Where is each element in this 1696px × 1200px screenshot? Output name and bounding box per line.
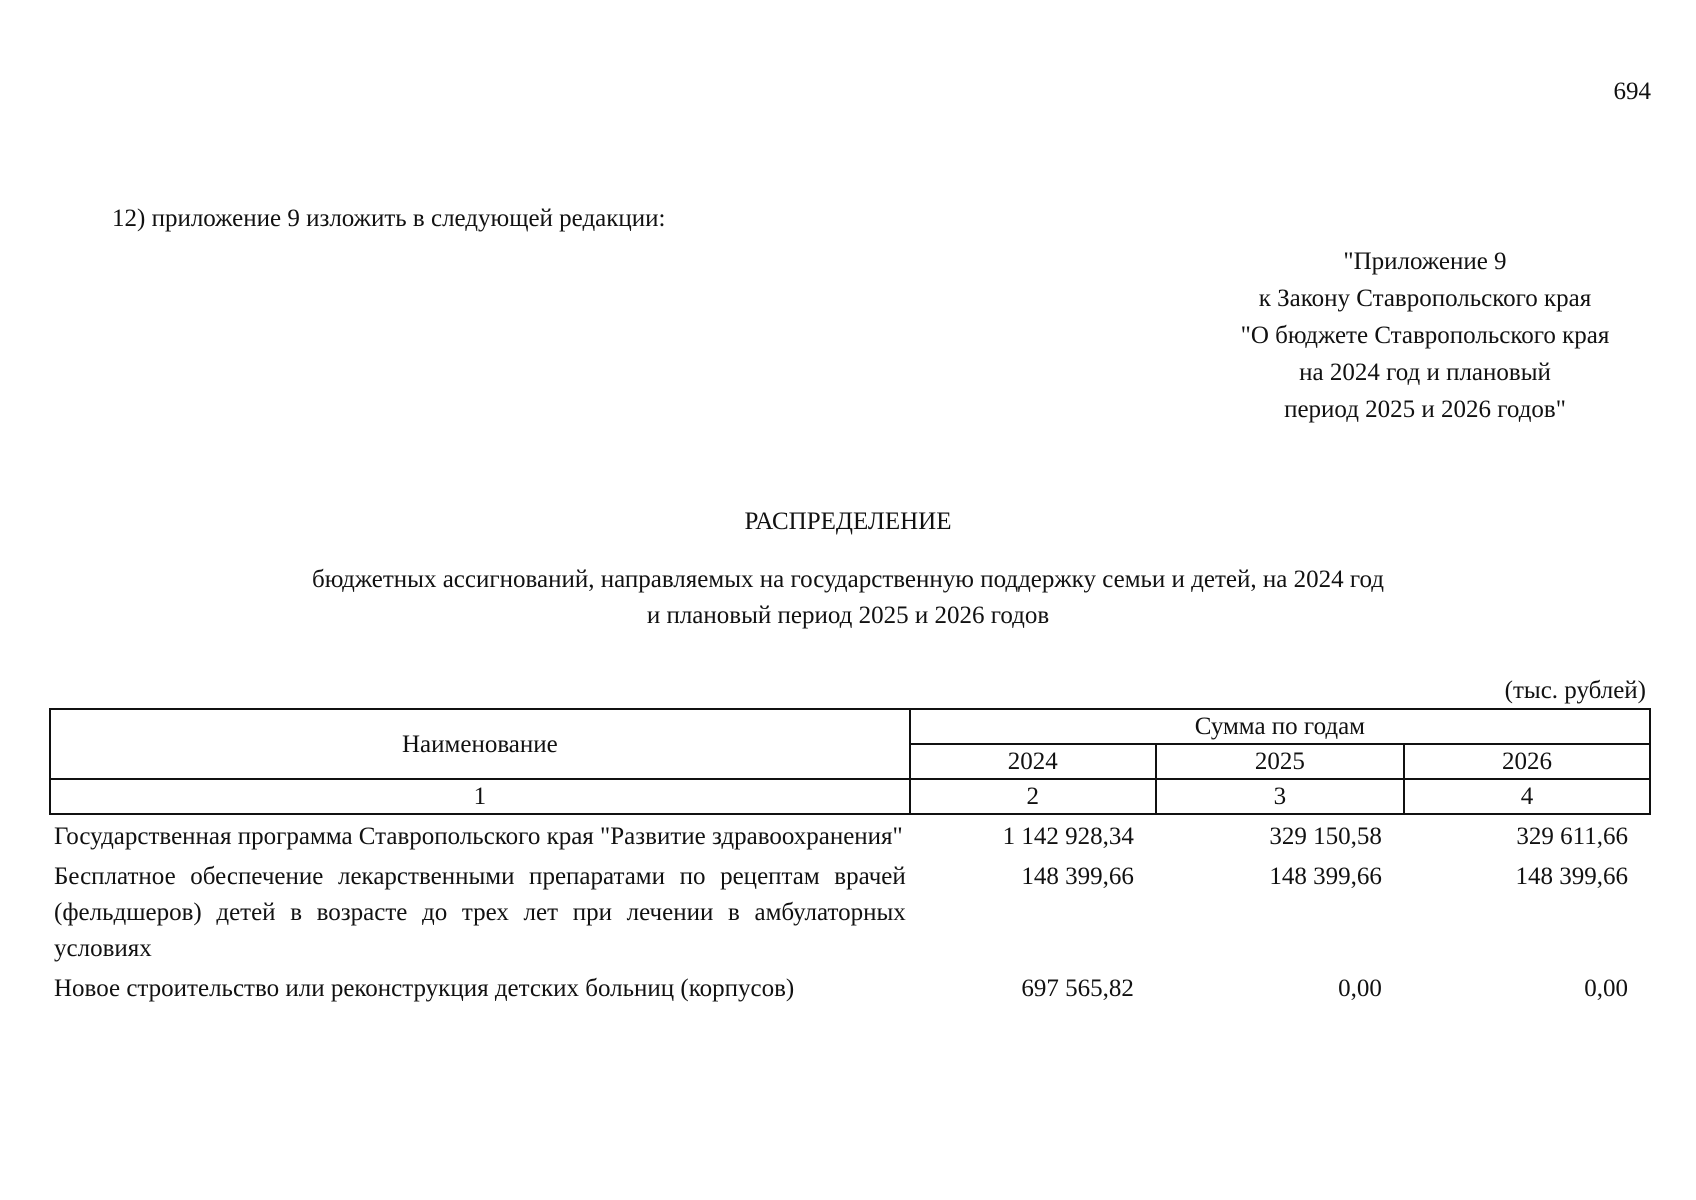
header-year: 2026 xyxy=(1404,744,1650,779)
row-name: Бесплатное обеспечение лекарственными препаратами по рецептам врачей (фельдшеров) детей в возрасте до трех лет при лечении в амбулаторных условиях xyxy=(54,863,906,962)
document-subtitle xyxy=(0,562,1696,634)
row-value-2026: 329 611,66 xyxy=(1516,823,1628,850)
row-name: Государственная программа Ставропольского края "Развитие здравоохранения" xyxy=(54,823,903,850)
row-name: Новое строительство или реконструкция детских больниц (корпусов) xyxy=(54,975,795,1002)
column-number: 2 xyxy=(910,779,1156,814)
row-value-2025: 329 150,58 xyxy=(1269,823,1382,850)
subtitle-line: и плановый период 2025 и 2026 годов xyxy=(646,602,1050,629)
appendix-line: на 2024 год и плановый xyxy=(1299,359,1551,386)
table-row xyxy=(50,814,1650,855)
appendix-line: "Приложение 9 xyxy=(1343,248,1507,275)
header-year: 2024 xyxy=(910,744,1156,779)
unit-label: (тыс. рублей) xyxy=(1504,677,1646,704)
header-name: Наименование xyxy=(50,709,910,779)
header-sum-by-years: Сумма по годам xyxy=(910,709,1650,744)
page-number: 694 xyxy=(1613,78,1651,105)
row-value-2024: 1 142 928,34 xyxy=(1002,823,1134,850)
appendix-line: период 2025 и 2026 годов" xyxy=(1284,396,1566,423)
appendix-line: к Закону Ставропольского края xyxy=(1258,285,1592,312)
subtitle-line: бюджетных ассигнований, направляемых на государственную поддержку семьи и детей, на 2024 год xyxy=(311,566,1385,593)
column-number: 4 xyxy=(1404,779,1650,814)
header-year: 2025 xyxy=(1156,744,1404,779)
column-number: 1 xyxy=(50,779,910,814)
row-value-2025: 148 399,66 xyxy=(1269,863,1382,890)
appendix-reference xyxy=(1145,243,1696,428)
appendix-line: "О бюджете Ставропольского края xyxy=(1240,322,1610,349)
document-title: РАСПРЕДЕЛЕНИЕ xyxy=(744,508,952,535)
budget-table xyxy=(49,708,1651,1007)
row-value-2025: 0,00 xyxy=(1338,975,1382,1002)
row-value-2026: 0,00 xyxy=(1584,975,1628,1002)
column-number: 3 xyxy=(1156,779,1404,814)
table-row xyxy=(50,967,1650,1007)
row-value-2024: 148 399,66 xyxy=(1021,863,1134,890)
instruction-text: 12) приложение 9 изложить в следующей редакции: xyxy=(112,205,666,232)
row-value-2024: 697 565,82 xyxy=(1021,975,1134,1002)
table-row xyxy=(50,855,1650,967)
row-value-2026: 148 399,66 xyxy=(1515,863,1628,890)
